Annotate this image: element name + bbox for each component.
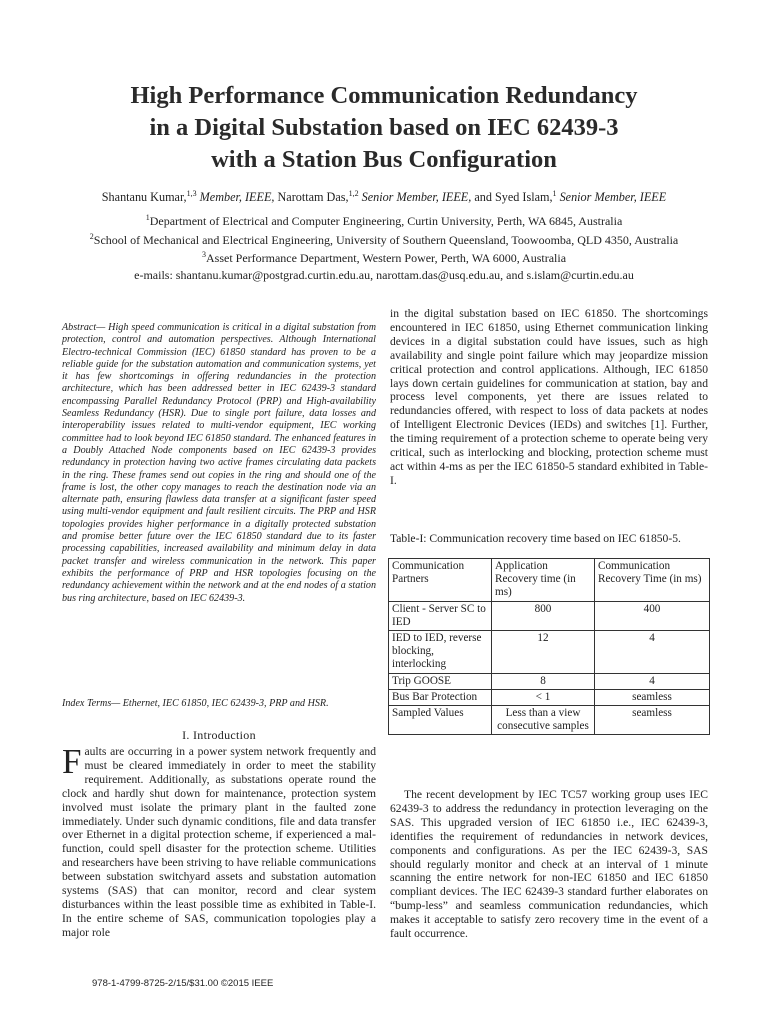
affiliation-2 xyxy=(30,233,738,248)
introduction-paragraph xyxy=(62,742,376,940)
introduction-text: aults are occurring in a power system network frequently and must be cleared immediately in order to meet the stability requirement. Additionally, as substations operate round the clock and hardly shut down for maintenance, protection system involved must isolate the primary plant in the faulted zone immediately. Under such dynamic conditions, file and data transfer over Ethernet in a digital protection scheme, if experienced a mal-function, could spell disaster for the protection scheme. Utilities and researchers have been striving to have reliable communications between substation switchyard assets and substation automation systems (SAS) that can monitor, record and clear system disturbances within the least possible time as exhibited in Table-I. In the entire scheme of SAS, communication topologies play a major role xyxy=(62,745,376,939)
affiliation-3 xyxy=(30,251,738,266)
table-row xyxy=(389,689,710,705)
table-caption: Table-I: Communication recovery time based on IEC 61850-5. xyxy=(390,532,681,545)
table-cell: 8 xyxy=(492,673,595,689)
affiliation-2-sup: 2 xyxy=(89,232,94,241)
affiliation-3-text: Asset Performance Department, Western Power, Perth, WA 6000, Australia xyxy=(205,251,567,265)
affiliation-2-text: School of Mechanical and Electrical Engineering, University of Southern Queensland, Toowoomba, QLD 4350, Australia xyxy=(93,233,679,247)
author-3-role: Senior Member, IEEE xyxy=(559,190,667,204)
table-row xyxy=(389,673,710,689)
affiliation-1 xyxy=(30,214,738,229)
author-1-role: Member, IEEE, xyxy=(199,190,275,204)
table-row xyxy=(389,601,710,630)
table-cell: Client - Server SC to IED xyxy=(389,601,492,630)
author-2-role: Senior Member, IEEE, xyxy=(361,190,472,204)
affiliation-1-text: Department of Electrical and Computer Engineering, Curtin University, Perth, WA 6845, Australia xyxy=(149,214,623,228)
affiliation-1-sup: 1 xyxy=(145,213,150,222)
table-cell: seamless xyxy=(595,706,710,735)
table-header-cell: Communication Partners xyxy=(389,559,492,602)
table-cell: < 1 xyxy=(492,689,595,705)
copyright-footer: 978-1-4799-8725-2/15/$31.00 ©2015 IEEE xyxy=(92,978,274,989)
table-cell: Sampled Values xyxy=(389,706,492,735)
abstract: Abstract— High speed communication is critical in a digital substation from protection, control and automation perspectives. Although International Electro-technical Commission (IEC) 61850 standard has proven to be a reliable guide for the substation automation and communication systems, yet it has few shortcomings in offering redundancies in the protection architecture, which has been addressed better in IEC 62439-3 standard encompassing Parallel Redundancy Protocol (PRP) and High-availability Seamless Redundancy (HSR). Due to single port failure, data losses and interoperability issues related to multi-vendor equipment, IEC working committee had to look beyond IEC 61850 standard. The enhanced features in a Doubly Attached Node components based on IEC 62439-3 provides redundancy in protection having two active frames circulating data packets in the ring. These frames send out copies in the ring and should one of the frame is lost, the other copy manages to reach the destination node via an alternate path, ensuring flawless data transfer at a significant faster speed using multi-vendor equipment and fault resilient circuits. The PRP and HSR topologies provides higher performance in a digitally protected substation and promise better future over the IEC 61850 standard due to its faster processing capabilities, increased availability and minimum delay in data packet transfer and wireless communication in the network. This paper exhibits the performance of PRP and HSR topologies focusing on the redundancy achievement within the network and at the end nodes of a station bus ring architecture, based on IEC 62439-3. xyxy=(62,322,376,604)
table-cell: 4 xyxy=(595,673,710,689)
section-heading-introduction: I. Introduction xyxy=(182,728,256,742)
author-1-name: Shantanu Kumar, xyxy=(101,190,187,204)
title-line-1: High Performance Communication Redundancy xyxy=(130,82,638,109)
table-header-cell: Communication Recovery Time (in ms) xyxy=(595,559,710,602)
table-cell: IED to IED, reverse blocking, interlocking xyxy=(389,631,492,674)
table-cell: 4 xyxy=(595,631,710,674)
recovery-time-table xyxy=(388,558,710,735)
right-column-paragraph-2-text: The recent development by IEC TC57 working group uses IEC 62439-3 to address the redundancy in protection leveraging on the SAS. This upgraded version of IEC 61850 i.e., IEC 62439-3, identifies the requirement of redundancies in network devices, components and configurations. As per the IEC 62439-3, SAS should regularly monitor and check at an interval of 1 minute scanning the entire network for non-IEC 61850 and IEC 61850 compliant devices. The IEC 62439-3 standard further elaborates on “bump-less” and seamless communication redundancies, which makes it acceptable to satisfy zero recovery time in the event of a fault occurrence. xyxy=(390,788,708,941)
table-cell: Less than a view consecutive samples xyxy=(492,706,595,735)
table-header-cell: Application Recovery time (in ms) xyxy=(492,559,595,602)
table-header-row xyxy=(389,559,710,602)
paper-title xyxy=(60,80,708,176)
table-row xyxy=(389,631,710,674)
table-cell: 400 xyxy=(595,601,710,630)
author-3-sup: 1 xyxy=(552,188,557,198)
author-3-name: and Syed Islam, xyxy=(474,190,553,204)
table-cell: Trip GOOSE xyxy=(389,673,492,689)
author-2-sup: 1,2 xyxy=(348,188,359,198)
author-1-sup: 1,3 xyxy=(186,188,197,198)
title-line-3: with a Station Bus Configuration xyxy=(211,146,557,173)
table-cell: Bus Bar Protection xyxy=(389,689,492,705)
author-list xyxy=(40,190,728,205)
right-column-paragraph-2 xyxy=(390,788,708,941)
title-line-2: in a Digital Substation based on IEC 62439-3 xyxy=(149,114,619,141)
author-2-name: Narottam Das, xyxy=(277,190,349,204)
author-emails: e-mails: shantanu.kumar@postgrad.curtin.edu.au, narottam.das@usq.edu.au, and s.islam@curtin.edu.au xyxy=(134,268,634,282)
table-cell: seamless xyxy=(595,689,710,705)
affiliation-3-sup: 3 xyxy=(201,250,206,259)
table-cell: 12 xyxy=(492,631,595,674)
table-cell: 800 xyxy=(492,601,595,630)
drop-cap: F xyxy=(62,742,82,781)
index-terms: Index Terms— Ethernet, IEC 61850, IEC 62439-3, PRP and HSR. xyxy=(62,698,329,709)
table-row xyxy=(389,706,710,735)
right-column-paragraph-1: in the digital substation based on IEC 61850. The shortcomings encountered in IEC 61850, using Ethernet communication linking devices in a digital substation could have issues, such as high availability and single point failure which may jeopardize mission critical protection and control applications. Although, IEC 61850 lays down certain guidelines for communication at station, bay and process level components, yet there are issues related to redundancies offered, with respect to loss of data packets at nodes of Intelligent Electronic Devices (IEDs) and switches [1]. Further, the timing requirement of a protection scheme to operate being very critical, such as interlocking and blocking, protection scheme must act within 4-ms as per the IEC 61850-5 standard exhibited in Table-I. xyxy=(390,307,708,487)
